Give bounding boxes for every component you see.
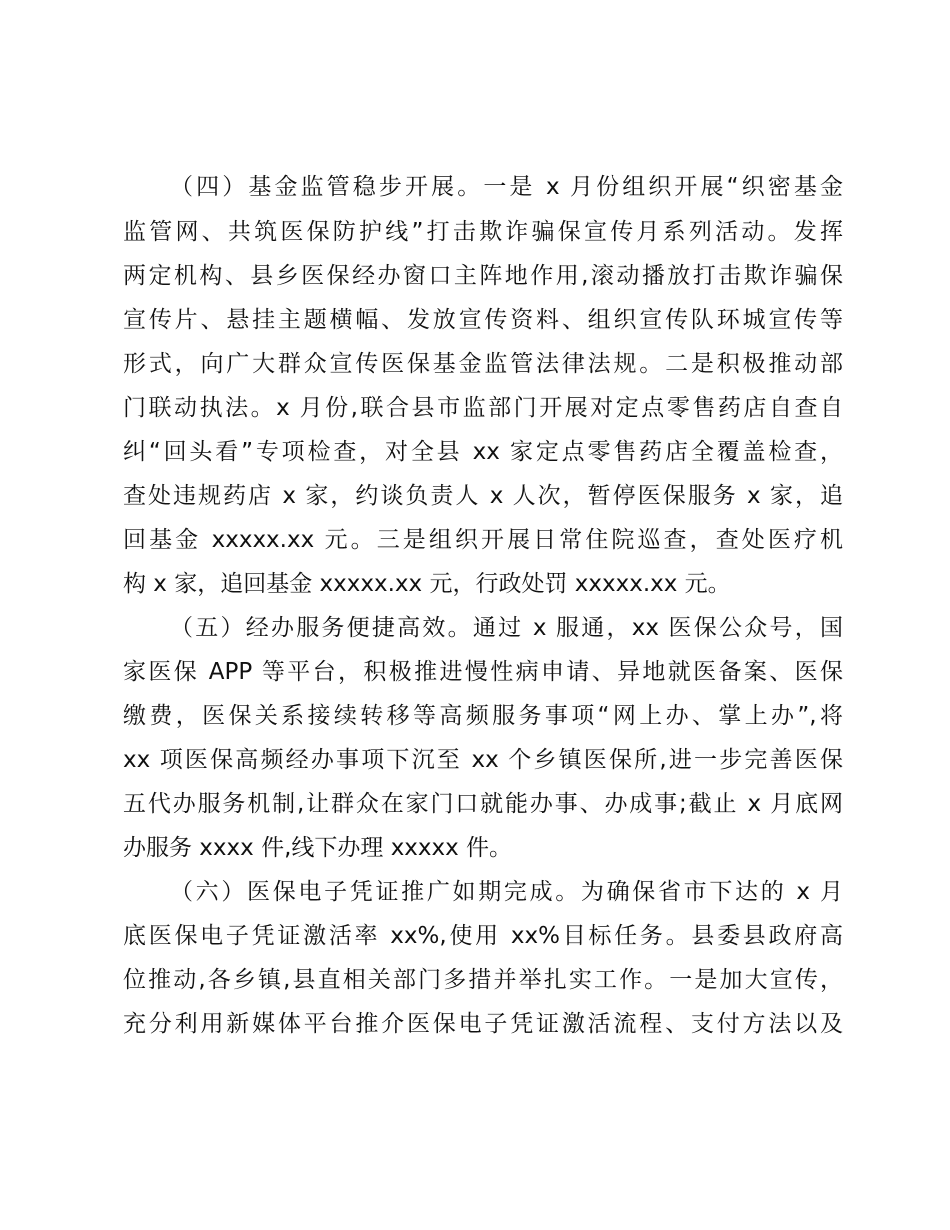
text-line: （五）经办服务便捷高效。通过 x 服通，xx 医保公众号，国 xyxy=(170,615,843,641)
text-line: xx 项医保高频经办事项下沉至 xx 个乡镇医保所,进一步完善医保 xyxy=(123,747,843,773)
text-line: 构 x 家，追回基金 xxxxx.xx 元，行政处罚 xxxxx.xx 元。 xyxy=(123,571,731,597)
text-line: 查处违规药店 x 家，约谈负责人 x 人次，暂停医保服务 x 家，追 xyxy=(123,483,843,509)
text-line: 家医保 APP 等平台，积极推进慢性病申请、异地就医备案、医保 xyxy=(123,659,843,685)
text-line: 缴费，医保关系接续转移等高频服务事项“网上办、掌上办”,将 xyxy=(123,703,843,729)
text-line: 监管网、共筑医保防护线”打击欺诈骗保宣传月系列活动。发挥 xyxy=(123,219,843,245)
text-line: 门联动执法。x 月份,联合县市监部门开展对定点零售药店自查自 xyxy=(123,395,843,421)
text-line: （四）基金监管稳步开展。一是 x 月份组织开展“织密基金 xyxy=(170,174,843,200)
text-line: （六）医保电子凭证推广如期完成。为确保省市下达的 x 月 xyxy=(170,879,843,905)
text-line: 五代办服务机制,让群众在家门口就能办事、办成事;截止 x 月底网 xyxy=(123,791,843,817)
text-line: 底医保电子凭证激活率 xx%,使用 xx%目标任务。县委县政府高 xyxy=(123,923,843,949)
text-line: 宣传片、悬挂主题横幅、发放宣传资料、组织宣传队环城宣传等 xyxy=(123,307,843,333)
text-line: 办服务 xxxx 件,线下办理 xxxxx 件。 xyxy=(123,835,513,861)
text-line: 纠“回头看”专项检查，对全县 xx 家定点零售药店全覆盖检查， xyxy=(123,439,843,465)
text-line: 充分利用新媒体平台推介医保电子凭证激活流程、支付方法以及 xyxy=(123,1011,843,1037)
text-line: 形式，向广大群众宣传医保基金监管法律法规。二是积极推动部 xyxy=(123,351,843,377)
text-line: 回基金 xxxxx.xx 元。三是组织开展日常住院巡查，查处医疗机 xyxy=(123,527,843,553)
text-line: 位推动,各乡镇,县直相关部门多措并举扎实工作。一是加大宣传， xyxy=(123,967,843,993)
text-line: 两定机构、县乡医保经办窗口主阵地作用,滚动播放打击欺诈骗保 xyxy=(123,263,843,289)
